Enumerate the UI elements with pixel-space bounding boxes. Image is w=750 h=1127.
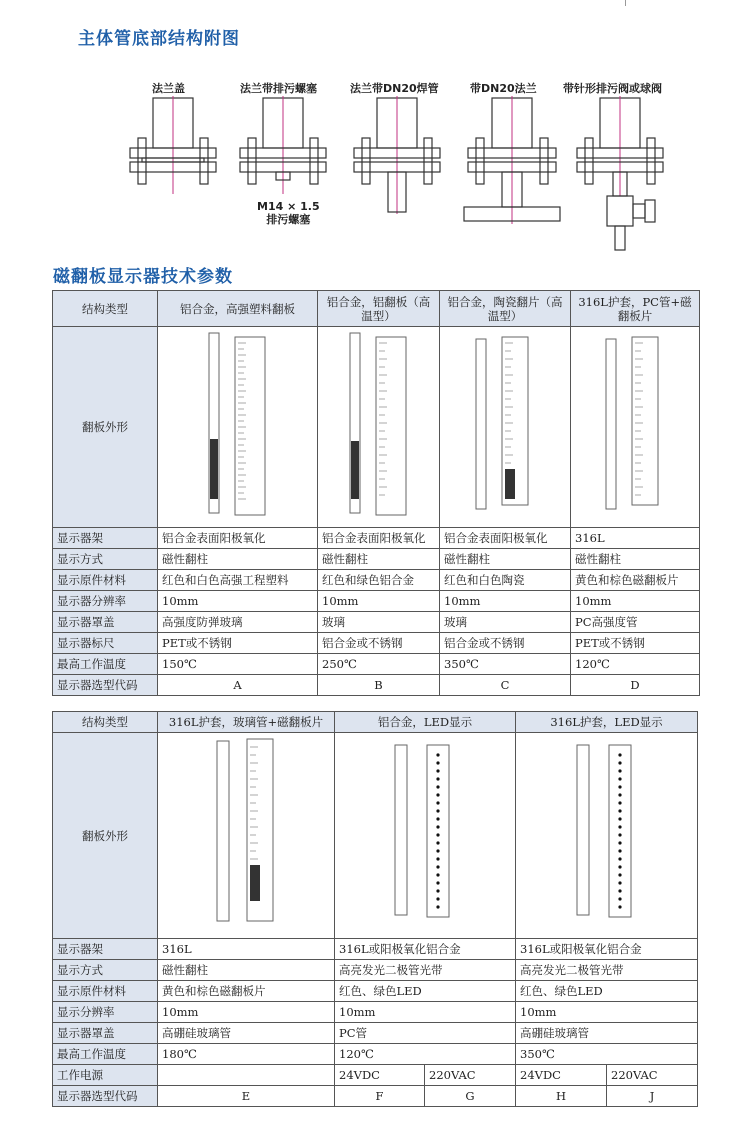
table2-row-label: 显示原件材料 (53, 981, 158, 1002)
table1-header-b: 铝合金，铝翻板（高温型） (318, 291, 440, 327)
table1-row (53, 528, 700, 549)
table2-code-cell: H (516, 1086, 607, 1107)
section-title-specs: 磁翻板显示器技术参数 (53, 267, 233, 287)
table2-power-cell: 220VAC (607, 1065, 698, 1086)
table1-row-label: 显示方式 (53, 549, 158, 570)
table2-row (53, 1002, 698, 1023)
flange-note-line1: M14 × 1.5 (257, 200, 320, 213)
table1-row-label: 显示器标尺 (53, 633, 158, 654)
table2-cell: 高亮发光二极管光带 (335, 960, 516, 981)
table2-cell: 10mm (158, 1002, 335, 1023)
table1-row (53, 570, 700, 591)
table1-cell: 316L (571, 528, 700, 549)
section-title-structure: 主体管底部结构附图 (78, 29, 240, 49)
table2-cell: 120℃ (335, 1044, 516, 1065)
table2-code-cell: F (335, 1086, 425, 1107)
table2-row-label: 最高工作温度 (53, 1044, 158, 1065)
table1-row-label: 显示器分辨率 (53, 591, 158, 612)
table1-cell: 350℃ (440, 654, 571, 675)
table1-cell: PET或不锈钢 (571, 633, 700, 654)
indicator-e-svg (211, 735, 281, 930)
table2-header-e: 316L护套，玻璃管+磁翻板片 (158, 712, 335, 733)
table2-shape-label: 翻板外形 (53, 733, 158, 939)
table1-cell: 磁性翻柱 (158, 549, 318, 570)
table2-power-cell: 220VAC (425, 1065, 516, 1086)
table2-code-cell: J (607, 1086, 698, 1107)
indicator-b-svg (344, 329, 414, 519)
table1-cell: 铝合金表面阳极氧化 (440, 528, 571, 549)
table1-row-label: 显示原件材料 (53, 570, 158, 591)
flange-note-line2: 排污螺塞 (266, 213, 311, 226)
table1-cell: 10mm (318, 591, 440, 612)
table1-header-row (53, 291, 700, 327)
table2-cell: 316L或阳极氧化铝合金 (516, 939, 698, 960)
table1-row-label: 最高工作温度 (53, 654, 158, 675)
table2-header-fg: 铝合金，LED显示 (335, 712, 516, 733)
table2-header-label: 结构类型 (53, 712, 158, 733)
indicator-hj-image (516, 733, 698, 939)
table2-row (53, 939, 698, 960)
indicator-d-image (571, 327, 700, 528)
table1-header-label: 结构类型 (53, 291, 158, 327)
indicator-c-image (440, 327, 571, 528)
table1-row (53, 549, 700, 570)
table2-power-row (53, 1065, 698, 1086)
indicator-a-image (158, 327, 318, 528)
table2-cell: 磁性翻柱 (158, 960, 335, 981)
table1-row (53, 654, 700, 675)
table1-row (53, 591, 700, 612)
flange-label-2: 法兰带排污螺塞 (240, 82, 317, 95)
table2-power-cell: 24VDC (335, 1065, 425, 1086)
table1-row (53, 675, 700, 696)
table1-cell: PC高强度管 (571, 612, 700, 633)
table2-row-label: 显示器罩盖 (53, 1023, 158, 1044)
indicator-d-svg (600, 329, 670, 519)
indicator-a-svg (203, 329, 273, 519)
table1-cell: 120℃ (571, 654, 700, 675)
table2-row (53, 960, 698, 981)
table1-cell: 玻璃 (318, 612, 440, 633)
table2-code-label: 显示器选型代码 (53, 1086, 158, 1107)
table1-row (53, 612, 700, 633)
table1-row-label: 显示器罩盖 (53, 612, 158, 633)
table2-cell: 高亮发光二极管光带 (516, 960, 698, 981)
table1-cell: PET或不锈钢 (158, 633, 318, 654)
table1-code-cell: D (571, 675, 700, 696)
table1-cell: 磁性翻柱 (318, 549, 440, 570)
table1-cell: 玻璃 (440, 612, 571, 633)
table1-row-label: 显示器架 (53, 528, 158, 549)
table1-cell: 铝合金或不锈钢 (440, 633, 571, 654)
table2-cell: 高硼硅玻璃管 (158, 1023, 335, 1044)
flange-label-4: 带DN20法兰 (470, 82, 537, 95)
table2-cell: 316L或阳极氧化铝合金 (335, 939, 516, 960)
table1-cell: 铝合金表面阳极氧化 (158, 528, 318, 549)
table1-code-cell: C (440, 675, 571, 696)
table2-header-row (53, 712, 698, 733)
table2-code-row (53, 1086, 698, 1107)
indicator-fg-image (335, 733, 516, 939)
flange-dn20-drawing (462, 96, 562, 226)
flange-cover-drawing (128, 96, 218, 196)
table1-cell: 红色和白色高强工程塑料 (158, 570, 318, 591)
table2-row-label: 显示分辨率 (53, 1002, 158, 1023)
flange-valve-drawing (575, 96, 665, 256)
table2-cell: 180℃ (158, 1044, 335, 1065)
table1-cell: 红色和绿色铝合金 (318, 570, 440, 591)
table1-cell: 磁性翻柱 (440, 549, 571, 570)
table2-cell: 黄色和棕色磁翻板片 (158, 981, 335, 1002)
indicator-b-image (318, 327, 440, 528)
table1-cell: 红色和白色陶瓷 (440, 570, 571, 591)
table2-cell: 10mm (335, 1002, 516, 1023)
table1-shape-row (53, 327, 700, 528)
table2-row (53, 981, 698, 1002)
indicator-hj-svg (567, 735, 647, 930)
flange-plug-drawing (238, 96, 328, 196)
flange-weld-pipe-drawing (352, 96, 442, 216)
table2-row (53, 1023, 698, 1044)
table2-row-label: 显示器架 (53, 939, 158, 960)
table1-cell: 10mm (158, 591, 318, 612)
flange-label-5: 带针形排污阀或球阀 (563, 82, 662, 95)
table1-row-label: 显示器选型代码 (53, 675, 158, 696)
table2-row-label: 显示方式 (53, 960, 158, 981)
table2-code-cell: E (158, 1086, 335, 1107)
table2-cell: 350℃ (516, 1044, 698, 1065)
table2-shape-row (53, 733, 698, 939)
table2-cell: 高硼硅玻璃管 (516, 1023, 698, 1044)
table2-header-hj: 316L护套，LED显示 (516, 712, 698, 733)
table2-cell: PC管 (335, 1023, 516, 1044)
table1-cell: 铝合金或不锈钢 (318, 633, 440, 654)
table1-row (53, 633, 700, 654)
table2-cell: 316L (158, 939, 335, 960)
table2-code-cell: G (425, 1086, 516, 1107)
table1-cell: 250℃ (318, 654, 440, 675)
top-rule (625, 0, 626, 6)
table2-power-cell: 24VDC (516, 1065, 607, 1086)
spec-table-2 (52, 711, 698, 1107)
table1-cell: 铝合金表面阳极氧化 (318, 528, 440, 549)
indicator-fg-svg (385, 735, 465, 930)
table2-cell: 10mm (516, 1002, 698, 1023)
table1-cell: 磁性翻柱 (571, 549, 700, 570)
table1-code-cell: A (158, 675, 318, 696)
flange-label-3: 法兰带DN20焊管 (350, 82, 439, 95)
table1-cell: 高强度防弹玻璃 (158, 612, 318, 633)
table2-cell: 红色、绿色LED (335, 981, 516, 1002)
table1-code-cell: B (318, 675, 440, 696)
table1-shape-label: 翻板外形 (53, 327, 158, 528)
indicator-e-image (158, 733, 335, 939)
table1-cell: 10mm (440, 591, 571, 612)
flange-plug-note (257, 200, 320, 226)
table1-header-d: 316L护套，PC管+磁翻板片 (571, 291, 700, 327)
table1-cell: 黄色和棕色磁翻板片 (571, 570, 700, 591)
table1-header-c: 铝合金，陶瓷翻片（高温型） (440, 291, 571, 327)
table2-power-cell (158, 1065, 335, 1086)
table1-cell: 10mm (571, 591, 700, 612)
table1-header-a: 铝合金，高强塑料翻板 (158, 291, 318, 327)
table1-cell: 150℃ (158, 654, 318, 675)
table2-power-label: 工作电源 (53, 1065, 158, 1086)
spec-table-1 (52, 290, 700, 696)
indicator-c-svg (470, 329, 540, 519)
table2-cell: 红色、绿色LED (516, 981, 698, 1002)
flange-label-1: 法兰盖 (152, 82, 185, 95)
table2-row (53, 1044, 698, 1065)
